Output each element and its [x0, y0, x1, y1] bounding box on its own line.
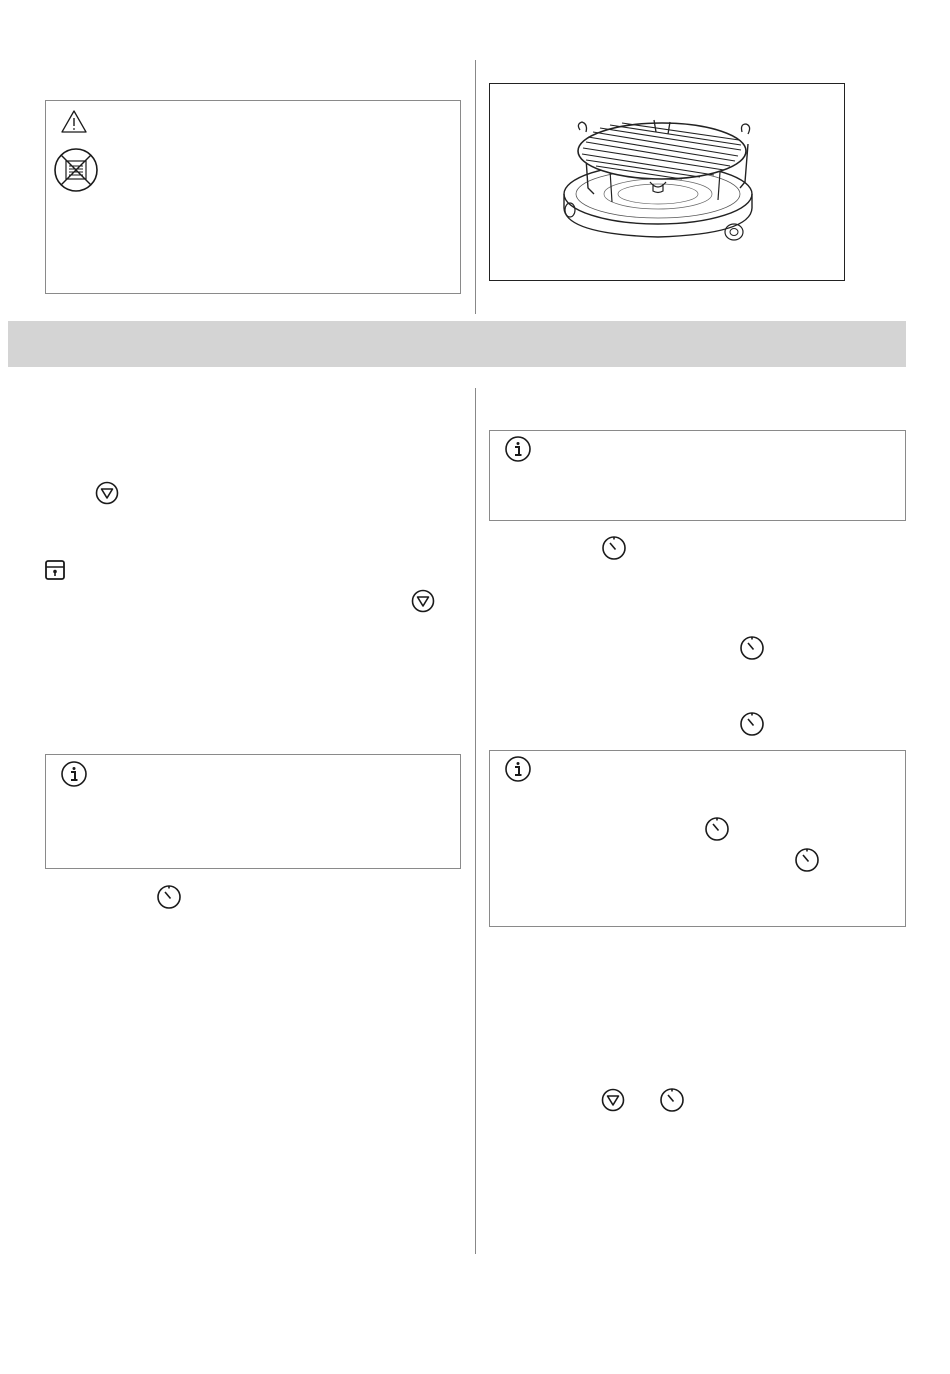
timer-dial-icon	[794, 847, 820, 873]
timer-dial-icon	[156, 884, 182, 910]
down-arrow-button-icon	[95, 481, 119, 505]
info-icon	[60, 760, 88, 788]
timer-dial-icon	[601, 535, 627, 561]
info-note-box	[489, 430, 906, 521]
info-icon	[504, 435, 532, 463]
down-arrow-button-icon	[601, 1088, 625, 1112]
warning-triangle-icon	[60, 109, 88, 135]
timer-dial-icon	[704, 816, 730, 842]
grill-rack-on-turntable-illustration	[490, 84, 843, 279]
timer-dial-icon	[739, 711, 765, 737]
section-header-band	[8, 321, 906, 367]
info-note-box	[45, 754, 461, 869]
no-metal-container-icon	[53, 143, 99, 195]
timer-dial-icon	[739, 635, 765, 661]
rack-illustration-frame	[489, 83, 845, 281]
body-column-divider	[475, 388, 476, 1254]
down-arrow-button-icon	[411, 589, 435, 613]
timer-dial-icon	[659, 1087, 685, 1113]
top-column-divider	[475, 60, 476, 314]
child-lock-icon	[44, 559, 66, 581]
info-icon	[504, 755, 532, 783]
info-note-box	[489, 750, 906, 927]
warning-box	[45, 100, 461, 294]
